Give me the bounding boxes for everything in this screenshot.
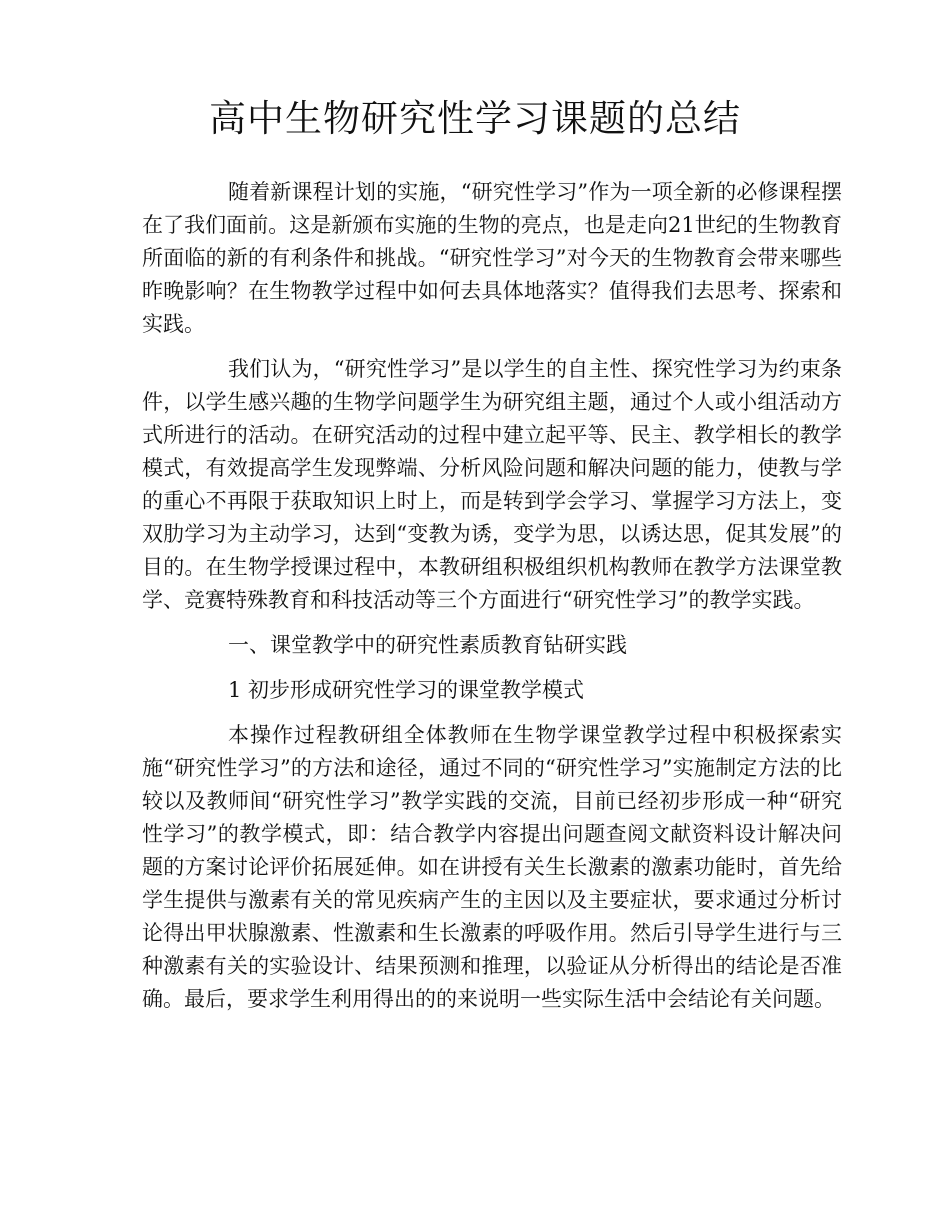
paragraph-intro: 随着新课程计划的实施，“研究性学习”作为一项全新的必修课程摆在了我们面前。这是新颁布实施的生物的亮点，也是走向21世纪的生物教育所面临的新的有利条件和挑战。“研究性学习”对今天的生物教育会带来哪些昨晚影响？在生物教学过程中如何去具体地落实？值得我们去思考、探索和实践。	[142, 180, 842, 336]
document-title: 高中生物研究性学习课题的总结	[209, 97, 741, 140]
section-heading: 一、课堂教学中的研究性素质教育钻研实践	[228, 633, 627, 657]
document-body	[142, 176, 842, 1028]
subsection-heading: 1 初步形成研究性学习的课堂教学模式	[228, 678, 585, 702]
paragraph-teaching-model: 本操作过程教研组全体教师在生物学课堂教学过程中积极探索实施“研究性学习”的方法和途径，通过不同的“研究性学习”实施制定方法的比较以及教师间“研究性学习”教学实践的交流，目前已经初步形成一种“研究性学习”的教学模式，即：结合教学内容提出问题查阅文献资料设计解决问题的方案讨论评价拓展延伸。如在讲授有关生长激素的激素功能时，首先给学生提供与激素有关的常见疾病产生的主因以及主要症状，要求通过分析讨论得出甲状腺激素、性激素和生长激素的呼吸作用。然后引导学生进行与三种激素有关的实验设计、结果预测和推理，以验证从分析得出的结论是否准确。最后，要求学生利用得出的的来说明一些实际生活中会结论有关问题。	[142, 723, 842, 1011]
paragraph-definition: 我们认为，“研究性学习”是以学生的自主性、探究性学习为约束条件，以学生感兴趣的生物学问题学生为研究组主题，通过个人或小组活动方式所进行的活动。在研究活动的过程中建立起平等、民主、教学相长的教学模式，有效提高学生发现弊端、分析风险问题和解决问题的能力，使教与学的重心不再限于获取知识上时上，而是转到学会学习、掌握学习方法上，变双肋学习为主动学习，达到“变教为诱，变学为思，以诱达思，促其发展”的目的。在生物学授课过程中，本教研组积极组织机构教师在教学方法课堂教学、竞赛特殊教育和科技活动等三个方面进行“研究性学习”的教学实践。	[142, 357, 842, 612]
